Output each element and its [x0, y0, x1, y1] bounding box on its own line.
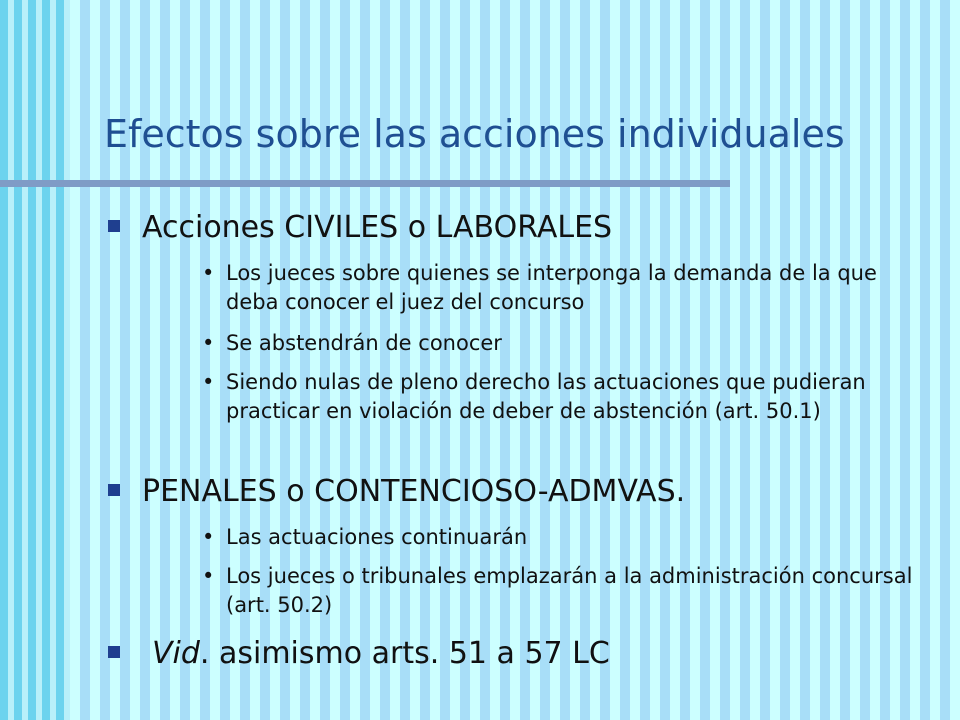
- dot-bullet-icon: •: [202, 370, 215, 394]
- dot-bullet-icon: •: [202, 261, 215, 285]
- square-bullet-icon: [108, 646, 120, 658]
- list-item: • Los jueces sobre quienes se interponga la demanda de la que deba conocer el juez del concurso: [202, 261, 877, 314]
- section-heading-civiles: Acciones CIVILES o LABORALES: [108, 210, 612, 245]
- list-item: • Las actuaciones continuarán: [202, 523, 922, 552]
- list-item: • Siendo nulas de pleno derecho las actuaciones que pudieran practicar en violación de deber de abstención (art. 50.1): [202, 370, 866, 423]
- dot-bullet-icon: •: [202, 331, 215, 355]
- square-bullet-icon: [108, 484, 120, 496]
- list-item: • Los jueces o tribunales emplazarán a la administración concursal (art. 50.2): [202, 564, 913, 617]
- section-heading-penales: PENALES o CONTENCIOSO-ADMVAS.: [108, 474, 685, 509]
- slide-title: Efectos sobre las acciones individuales: [104, 112, 845, 156]
- reference-line: Vid. asimismo arts. 51 a 57 LC: [108, 636, 610, 671]
- list-item: • Se abstendrán de conocer: [202, 329, 922, 358]
- square-bullet-icon: [108, 220, 120, 232]
- dot-bullet-icon: •: [202, 564, 215, 588]
- dot-bullet-icon: •: [202, 525, 215, 549]
